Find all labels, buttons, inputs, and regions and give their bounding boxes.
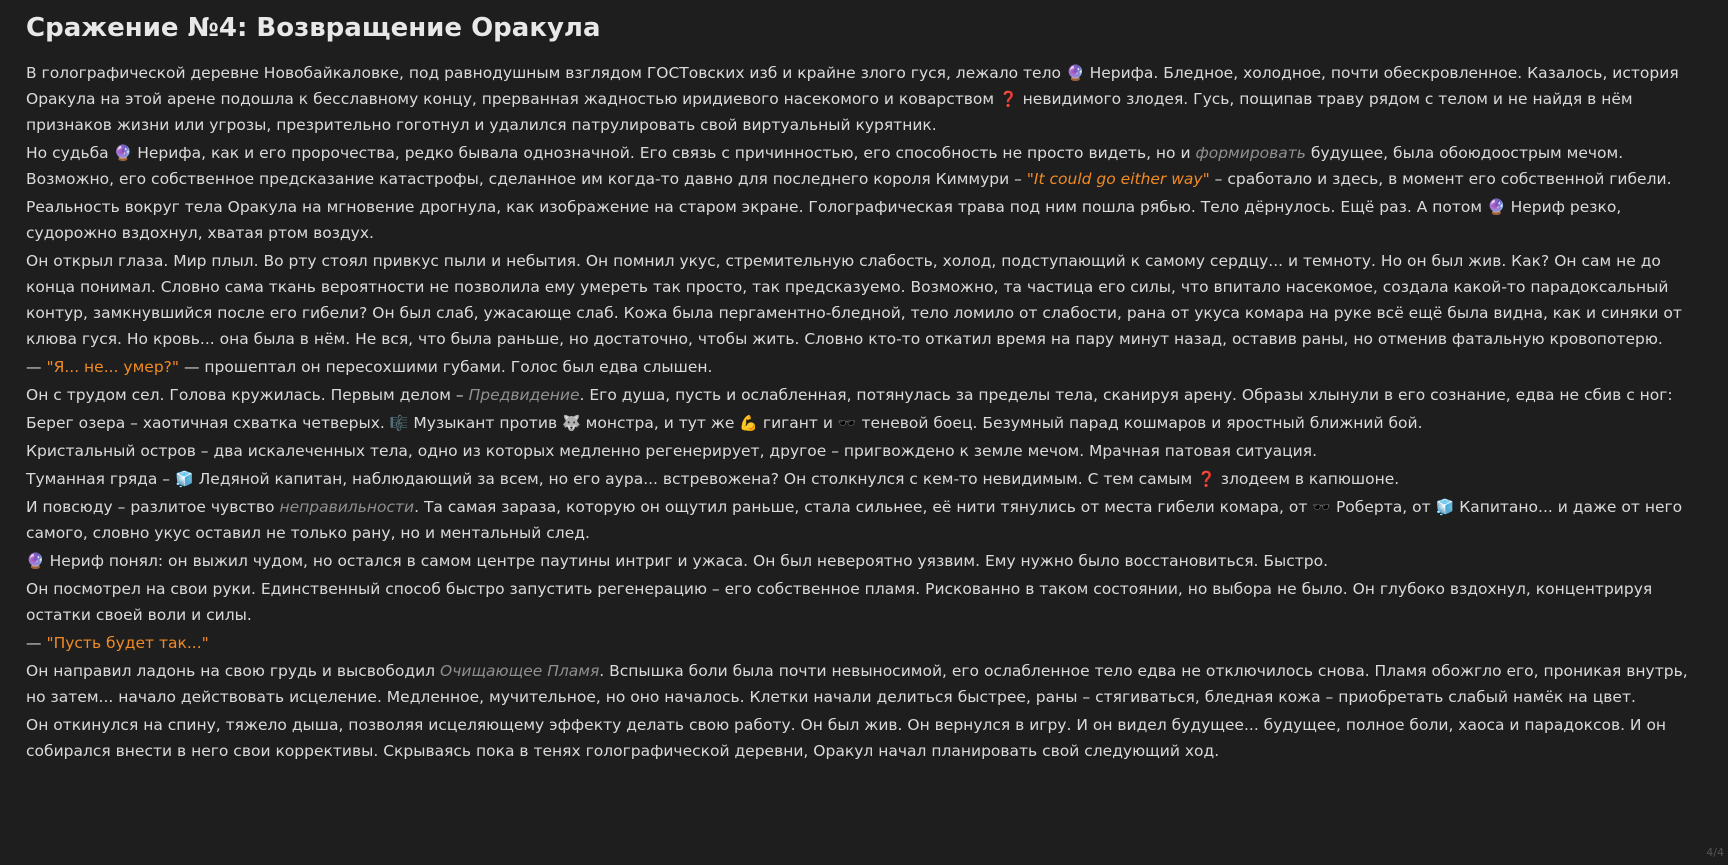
paragraph-6: Он с трудом сел. Голова кружилась. Первым делом – Предвидение. Его душа, пусть и ослабленная, потянулась за пределы тела, сканируя арену. Образы хлынули в его сознание, едва не сбив с ног: [26,386,1673,404]
paragraph-15: Он откинулся на спину, тяжело дыша, позволяя исцеляющему эффекту делать свою работу. Он был жив. Он вернулся в игру. И он видел будущее... будущее, полное боли, хаоса и парадоксов. И он собирался внести в него свои коррективы. Скрываясь пока в тенях голографической деревни, Оракул начал планировать свой следующий ход. [26,716,1667,760]
paragraph-5: — "Я... не... умер?" — прошептал он пересохшими губами. Голос был едва слышен. [26,358,713,376]
story-container [26,10,1712,766]
paragraph-2: Но судьба 🔮 Нерифа, как и его пророчества, редко бывала однозначной. Его связь с причинностью, его способность не просто видеть, но и формировать будущее, была обоюдоострым мечом. Возможно, его собственное предсказание катастрофы, сделанное им когда-то давно для последнего короля Киммури – "It could go either way" – сработало и здесь, в момент его собственной гибели. [26,144,1672,188]
crystal-ball-icon: 🔮 [1065,64,1085,82]
paragraph-10: И повсюду – разлитое чувство неправильности. Та самая зараза, которую он ощутил раньше, стала сильнее, её нити тянулись от места гибели комара, от 🕶️ Роберта, от 🧊 Капитано... и даже от него самого, словно укус оставил не только рану, но и ментальный след. [26,498,1683,542]
sunglasses-icon: 🕶️ [837,414,857,432]
quote-text: "It could go either way" [1026,170,1210,188]
crystal-ball-icon: 🔮 [1486,198,1506,216]
paragraph-4: Он открыл глаза. Мир плыл. Во рту стоял привкус пыли и небытия. Он помнил укус, стремительную слабость, холод, подступающий к самому сердцу... и темноту. Но он был жив. Как? Он сам не до конца понимал. Словно сама ткань вероятности не позволила ему умереть так просто, так предсказуемо. Возможно, та частица его силы, что впитало насекомое, создала какой-то парадоксальный контур, замкнувшийся после его гибели? Он был слаб, ужасающе слаб. Кожа была пергаментно-бледной, тело ломило от слабости, рана от укуса комара на руке всё ещё была видна, как и синяки от клюва гуся. Но кровь... она была в нём. Не вся, что была раньше, но достаточно, чтобы жить. Словно кто-то откатил время на пару минут назад, оставив раны, но отменив фатальную кровопотерю. [26,252,1682,348]
quote-text: "Пусть будет так..." [46,634,209,652]
ice-cube-icon: 🧊 [1435,498,1455,516]
page-title: Сражение №4: Возвращение Оракула [26,13,601,43]
question-mark-icon: ❓ [1197,470,1216,488]
emphasis-text: Предвидение [468,386,580,404]
emphasis-text: формировать [1195,144,1306,162]
paragraph-1: В голографической деревне Новобайкаловке, под равнодушным взглядом ГОСТовских изб и крайне злого гуся, лежало тело 🔮 Нерифа. Бледное, холодное, почти обескровленное. Казалось, история Оракула на этой арене подошла к бесславному концу, прерванная жадностью иридиевого насекомого и коварством ❓ невидимого злодея. Гусь, пощипав траву рядом с телом и не найдя в нём признаков жизни или угрозы, презрительно гоготнул и удалился патрулировать свой виртуальный курятник. [26,64,1679,134]
sunglasses-icon: 🕶️ [1312,498,1332,516]
paragraph-7: Берег озера – хаотичная схватка четверых. 🎼 Музыкант против 🐺 монстра, и тут же 💪 гигант и 🕶️ теневой боец. Безумный парад кошмаров и яростный ближний бой. [26,414,1423,432]
emphasis-text: Очищающее Пламя [440,662,600,680]
emphasis-text: неправильности [279,498,415,516]
flexed-arm-icon: 💪 [739,414,758,432]
paragraph-13: — "Пусть будет так..." [26,634,209,652]
paragraph-11: 🔮 Нериф понял: он выжил чудом, но остался в самом центре паутины интриг и ужаса. Он был невероятно уязвим. Ему нужно было восстановиться. Быстро. [26,552,1329,570]
paragraph-12: Он посмотрел на свои руки. Единственный способ быстро запустить регенерацию – его собственное пламя. Рискованно в таком состоянии, но выбора не было. Он глубоко вздохнул, концентрируя остатки своей воли и силы. [26,580,1653,624]
crystal-ball-icon: 🔮 [113,144,133,162]
ice-cube-icon: 🧊 [175,470,194,488]
quote-text: "Я... не... умер?" [46,358,180,376]
music-icon: 🎼 [389,414,409,432]
paragraph-3: Реальность вокруг тела Оракула на мгновение дрогнула, как изображение на старом экране. Голографическая трава под ним пошла рябью. Тело дёрнулось. Ещё раз. А потом 🔮 Нериф резко, судорожно вздохнул, хватая ртом воздух. [26,198,1622,242]
paragraph-9: Туманная гряда – 🧊 Ледяной капитан, наблюдающий за всем, но его аура... встревожена? Он столкнулся с кем-то невидимым. С тем самым ❓ злодеем в капюшоне. [26,470,1400,488]
page-indicator: 4/4 [1706,846,1724,859]
question-mark-icon: ❓ [999,90,1018,108]
paragraph-14: Он направил ладонь на свою грудь и высвободил Очищающее Пламя. Вспышка боли была почти невыносимой, его ослабленное тело едва не отключилось снова. Пламя обожгло его, проникая внутрь, но затем... начало действовать исцеление. Медленное, мучительное, но оно началось. Клетки начали делиться быстрее, раны – стягиваться, бледная кожа – приобретать слабый намёк на цвет. [26,662,1688,706]
wolf-icon: 🐺 [562,414,581,432]
crystal-ball-icon: 🔮 [26,552,45,570]
paragraph-8: Кристальный остров – два искалеченных тела, одно из которых медленно регенерирует, другое – пригвождено к земле мечом. Мрачная патовая ситуация. [26,442,1317,460]
